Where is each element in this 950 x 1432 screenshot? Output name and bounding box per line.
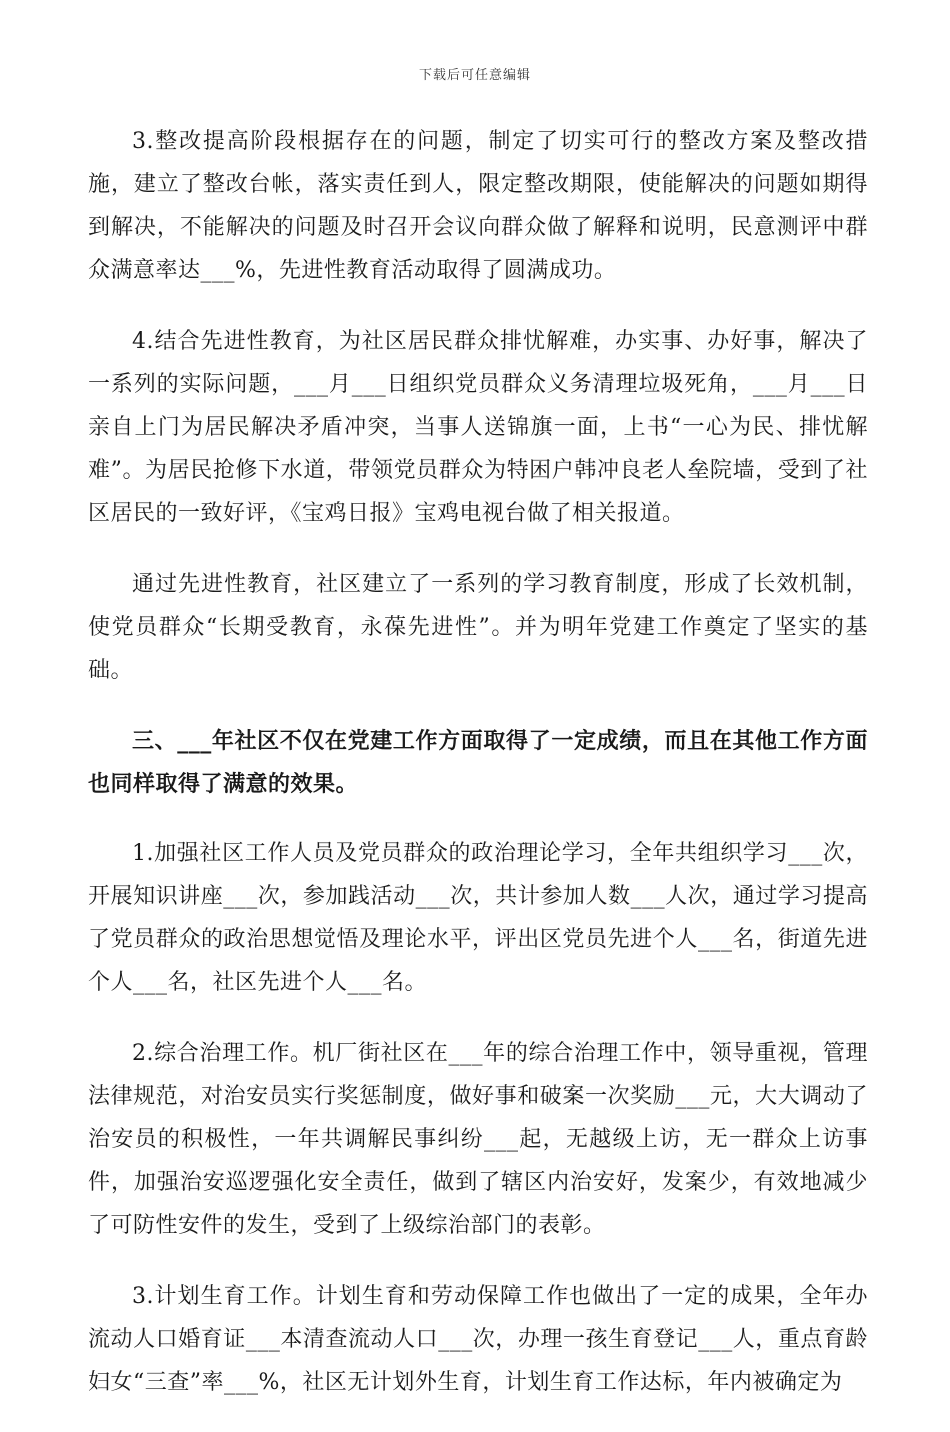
paragraph-education-system: 通过先进性教育，社区建立了一系列的学习教育制度，形成了长效机制，使党员群众“长期受教育，永葆先进性”。并为明年党建工作奠定了坚实的基础。 [88, 572, 868, 683]
paragraph-comprehensive-governance: 2.综合治理工作。机厂街社区在___年的综合治理工作中，领导重视，管理法律规范，对治安员实行奖惩制度，做好事和破案一次奖励___元，大大调动了治安员的积极性，一年共调解民事纠纷___起，无越级上访，无一群众上访事件，加强治安巡逻强化安全责任，做到了辖区内治安好，发案少，有效地减少了可防性安件的发生，受到了上级综治部门的表彰。 [88, 1041, 868, 1238]
page-header: 下载后可任意编辑 [418, 68, 531, 83]
paragraph-family-planning: 3.计划生育工作。计划生育和劳动保障工作也做出了一定的成果，全年办流动人口婚育证___本清查流动人口___次，办理一孩生育登记___人，重点育龄妇女“三查”率___%，社区无计划外生育，计划生育工作达标，年内被确定为 [88, 1284, 868, 1395]
section-heading-other-work: 三、___年社区不仅在党建工作方面取得了一定成绩，而且在其他工作方面也同样取得了满意的效果。 [88, 728, 868, 797]
paragraph-community-service: 4.结合先进性教育，为社区居民群众排忧解难，办实事、办好事，解决了一系列的实际问题，___月___日组织党员群众义务清理垃圾死角，___月___日亲自上门为居民解决矛盾冲突，当事人送锦旗一面，上书“一心为民、排忧解难”。为居民抢修下水道，带领党员群众为特困户韩冲良老人垒院墙，受到了社区居民的一致好评，《宝鸡日报》宝鸡电视台做了相关报道。 [88, 329, 868, 526]
paragraph-rectification: 3.整改提高阶段根据存在的问题，制定了切实可行的整改方案及整改措施，建立了整改台帐，落实责任到人，限定整改期限，使能解决的问题如期得到解决，不能解决的问题及时召开会议向群众做了解释和说明，民意测评中群众满意率达___%，先进性教育活动取得了圆满成功。 [88, 129, 868, 283]
document-body [88, 120, 868, 1432]
paragraph-political-study: 1.加强社区工作人员及党员群众的政治理论学习，全年共组织学习___次，开展知识讲座___次，参加践活动___次，共计参加人数___人次，通过学习提高了党员群众的政治思想觉悟及理论水平，评出区党员先进个人___名，街道先进个人___名，社区先进个人___名。 [88, 841, 868, 995]
